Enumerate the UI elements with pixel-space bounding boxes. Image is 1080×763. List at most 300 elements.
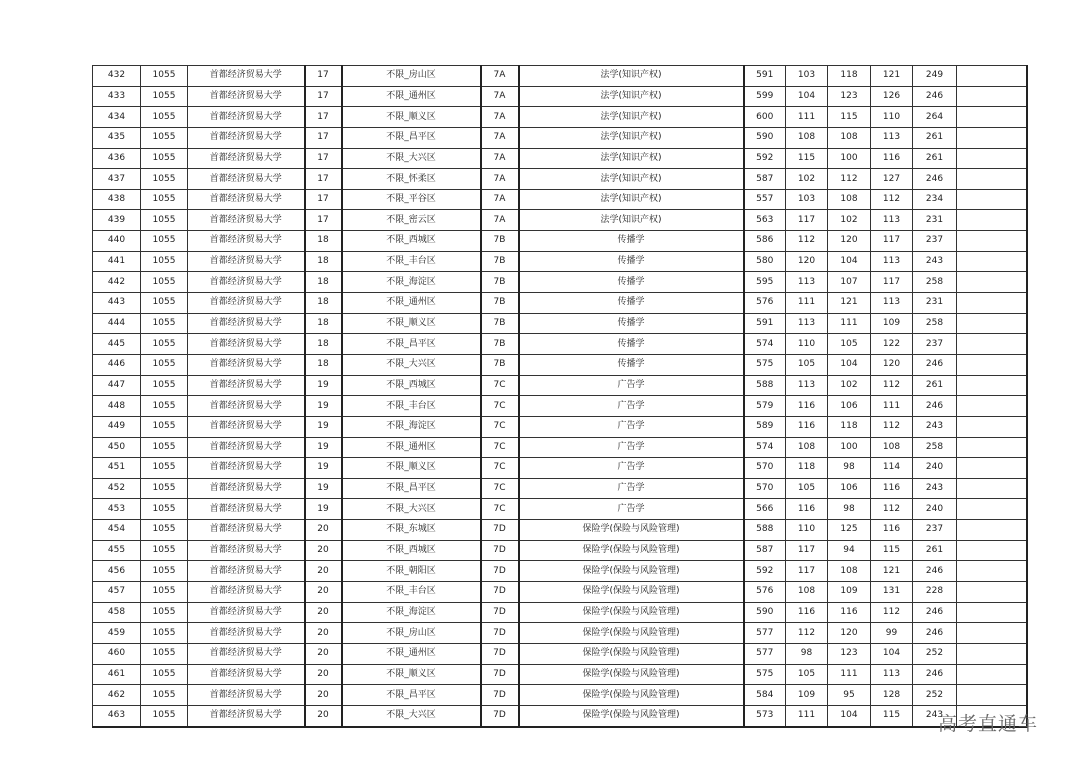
cell-score-b: 94 [828, 540, 871, 561]
cell-score-b: 108 [828, 127, 871, 148]
cell-school-name: 首都经济贸易大学 [188, 458, 305, 479]
cell-note [957, 313, 1027, 334]
cell-district: 不限_昌平区 [342, 478, 481, 499]
cell-major-name: 广告学 [519, 396, 744, 417]
cell-score-b: 104 [828, 251, 871, 272]
cell-score-b: 120 [828, 231, 871, 252]
table-body [93, 66, 1027, 727]
cell-major-name: 传播学 [519, 272, 744, 293]
cell-total-score: 576 [744, 293, 786, 314]
cell-score-d: 246 [913, 169, 957, 190]
cell-score-c: 115 [871, 540, 913, 561]
cell-row-index: 460 [93, 643, 141, 664]
table-row [93, 251, 1027, 272]
cell-score-c: 116 [871, 478, 913, 499]
cell-note [957, 210, 1027, 231]
cell-score-c: 113 [871, 251, 913, 272]
cell-score-d: 252 [913, 685, 957, 706]
cell-school-code: 1055 [141, 189, 188, 210]
cell-score-d: 246 [913, 396, 957, 417]
cell-group-number: 20 [305, 623, 342, 644]
cell-score-c: 120 [871, 354, 913, 375]
cell-school-name: 首都经济贸易大学 [188, 437, 305, 458]
cell-group-number: 19 [305, 416, 342, 437]
table-row [93, 416, 1027, 437]
cell-row-index: 440 [93, 231, 141, 252]
cell-score-c: 121 [871, 561, 913, 582]
cell-note [957, 334, 1027, 355]
cell-note [957, 520, 1027, 541]
cell-note [957, 169, 1027, 190]
cell-score-d: 231 [913, 293, 957, 314]
cell-major-name: 法学(知识产权) [519, 169, 744, 190]
cell-score-b: 104 [828, 705, 871, 726]
cell-school-name: 首都经济贸易大学 [188, 251, 305, 272]
cell-district: 不限_丰台区 [342, 396, 481, 417]
cell-group-number: 20 [305, 602, 342, 623]
cell-score-a: 116 [786, 602, 828, 623]
cell-score-c: 117 [871, 272, 913, 293]
cell-score-d: 240 [913, 499, 957, 520]
cell-score-c: 112 [871, 416, 913, 437]
cell-score-c: 131 [871, 582, 913, 603]
cell-total-score: 595 [744, 272, 786, 293]
cell-school-code: 1055 [141, 169, 188, 190]
cell-district: 不限_顺义区 [342, 107, 481, 128]
cell-group-number: 17 [305, 169, 342, 190]
cell-score-c: 112 [871, 602, 913, 623]
cell-school-name: 首都经济贸易大学 [188, 272, 305, 293]
cell-score-d: 258 [913, 437, 957, 458]
table-row [93, 478, 1027, 499]
cell-score-a: 118 [786, 458, 828, 479]
cell-note [957, 354, 1027, 375]
cell-school-name: 首都经济贸易大学 [188, 602, 305, 623]
cell-score-b: 125 [828, 520, 871, 541]
cell-score-a: 113 [786, 272, 828, 293]
table-row [93, 189, 1027, 210]
cell-school-name: 首都经济贸易大学 [188, 107, 305, 128]
cell-school-name: 首都经济贸易大学 [188, 148, 305, 169]
cell-row-index: 457 [93, 582, 141, 603]
cell-note [957, 107, 1027, 128]
cell-group-number: 20 [305, 664, 342, 685]
cell-group-number: 18 [305, 313, 342, 334]
cell-score-b: 95 [828, 685, 871, 706]
cell-district: 不限_怀柔区 [342, 169, 481, 190]
cell-major-code: 7C [481, 375, 519, 396]
cell-row-index: 448 [93, 396, 141, 417]
cell-score-c: 128 [871, 685, 913, 706]
cell-major-name: 传播学 [519, 354, 744, 375]
cell-school-code: 1055 [141, 293, 188, 314]
cell-school-name: 首都经济贸易大学 [188, 705, 305, 726]
cell-score-a: 98 [786, 643, 828, 664]
table-row [93, 437, 1027, 458]
table-row [93, 107, 1027, 128]
cell-total-score: 588 [744, 520, 786, 541]
cell-score-c: 109 [871, 313, 913, 334]
cell-note [957, 293, 1027, 314]
cell-row-index: 442 [93, 272, 141, 293]
cell-school-code: 1055 [141, 251, 188, 272]
cell-group-number: 18 [305, 251, 342, 272]
cell-score-b: 118 [828, 416, 871, 437]
cell-total-score: 563 [744, 210, 786, 231]
cell-group-number: 17 [305, 127, 342, 148]
table-row [93, 293, 1027, 314]
cell-score-d: 261 [913, 540, 957, 561]
cell-district: 不限_朝阳区 [342, 561, 481, 582]
cell-major-name: 传播学 [519, 334, 744, 355]
table-row [93, 499, 1027, 520]
cell-score-b: 100 [828, 148, 871, 169]
cell-major-name: 保险学(保险与风险管理) [519, 643, 744, 664]
cell-row-index: 445 [93, 334, 141, 355]
cell-score-a: 116 [786, 416, 828, 437]
cell-school-code: 1055 [141, 458, 188, 479]
cell-district: 不限_顺义区 [342, 313, 481, 334]
cell-major-code: 7D [481, 623, 519, 644]
cell-score-c: 112 [871, 375, 913, 396]
cell-row-index: 447 [93, 375, 141, 396]
cell-note [957, 66, 1027, 87]
cell-note [957, 623, 1027, 644]
cell-school-name: 首都经济贸易大学 [188, 561, 305, 582]
cell-school-name: 首都经济贸易大学 [188, 169, 305, 190]
cell-total-score: 590 [744, 127, 786, 148]
cell-major-name: 广告学 [519, 478, 744, 499]
cell-school-code: 1055 [141, 354, 188, 375]
cell-score-a: 104 [786, 86, 828, 107]
cell-row-index: 441 [93, 251, 141, 272]
cell-score-d: 261 [913, 148, 957, 169]
cell-major-name: 广告学 [519, 375, 744, 396]
cell-group-number: 20 [305, 705, 342, 726]
cell-row-index: 443 [93, 293, 141, 314]
cell-score-d: 243 [913, 416, 957, 437]
cell-group-number: 19 [305, 499, 342, 520]
cell-major-code: 7C [481, 416, 519, 437]
cell-row-index: 438 [93, 189, 141, 210]
cell-school-code: 1055 [141, 210, 188, 231]
cell-major-code: 7D [481, 540, 519, 561]
cell-score-a: 110 [786, 520, 828, 541]
cell-score-d: 246 [913, 664, 957, 685]
cell-school-name: 首都经济贸易大学 [188, 499, 305, 520]
cell-row-index: 463 [93, 705, 141, 726]
cell-group-number: 18 [305, 231, 342, 252]
cell-total-score: 599 [744, 86, 786, 107]
cell-score-b: 108 [828, 561, 871, 582]
cell-score-b: 102 [828, 375, 871, 396]
cell-major-code: 7B [481, 354, 519, 375]
cell-score-d: 252 [913, 643, 957, 664]
cell-major-name: 传播学 [519, 293, 744, 314]
cell-major-name: 保险学(保险与风险管理) [519, 664, 744, 685]
cell-score-d: 261 [913, 375, 957, 396]
cell-major-code: 7C [481, 437, 519, 458]
cell-note [957, 272, 1027, 293]
cell-score-c: 127 [871, 169, 913, 190]
cell-school-name: 首都经济贸易大学 [188, 685, 305, 706]
cell-major-name: 法学(知识产权) [519, 127, 744, 148]
cell-group-number: 18 [305, 272, 342, 293]
cell-group-number: 20 [305, 520, 342, 541]
cell-score-c: 104 [871, 643, 913, 664]
cell-score-a: 113 [786, 313, 828, 334]
cell-total-score: 580 [744, 251, 786, 272]
cell-major-name: 保险学(保险与风险管理) [519, 520, 744, 541]
cell-score-d: 258 [913, 272, 957, 293]
cell-row-index: 456 [93, 561, 141, 582]
cell-major-code: 7C [481, 396, 519, 417]
cell-score-b: 120 [828, 623, 871, 644]
cell-row-index: 452 [93, 478, 141, 499]
cell-school-name: 首都经济贸易大学 [188, 623, 305, 644]
cell-school-code: 1055 [141, 416, 188, 437]
cell-score-a: 110 [786, 334, 828, 355]
cell-row-index: 455 [93, 540, 141, 561]
cell-row-index: 444 [93, 313, 141, 334]
cell-row-index: 462 [93, 685, 141, 706]
cell-score-d: 261 [913, 127, 957, 148]
cell-major-name: 广告学 [519, 458, 744, 479]
cell-note [957, 561, 1027, 582]
cell-district: 不限_西城区 [342, 540, 481, 561]
cell-total-score: 592 [744, 561, 786, 582]
cell-score-c: 99 [871, 623, 913, 644]
cell-note [957, 416, 1027, 437]
cell-group-number: 18 [305, 334, 342, 355]
cell-major-code: 7D [481, 643, 519, 664]
cell-group-number: 19 [305, 396, 342, 417]
cell-score-c: 117 [871, 231, 913, 252]
cell-major-code: 7D [481, 705, 519, 726]
cell-major-code: 7B [481, 231, 519, 252]
cell-score-a: 115 [786, 148, 828, 169]
cell-row-index: 459 [93, 623, 141, 644]
cell-score-d: 249 [913, 66, 957, 87]
cell-score-a: 111 [786, 705, 828, 726]
cell-score-a: 111 [786, 293, 828, 314]
cell-major-name: 广告学 [519, 416, 744, 437]
cell-score-a: 116 [786, 499, 828, 520]
cell-note [957, 231, 1027, 252]
cell-score-d: 246 [913, 602, 957, 623]
cell-group-number: 17 [305, 107, 342, 128]
table-row [93, 623, 1027, 644]
cell-score-c: 122 [871, 334, 913, 355]
cell-score-c: 116 [871, 148, 913, 169]
cell-score-a: 117 [786, 540, 828, 561]
table-row [93, 354, 1027, 375]
cell-score-a: 112 [786, 231, 828, 252]
cell-note [957, 375, 1027, 396]
cell-school-code: 1055 [141, 499, 188, 520]
cell-group-number: 17 [305, 86, 342, 107]
cell-district: 不限_顺义区 [342, 664, 481, 685]
cell-total-score: 600 [744, 107, 786, 128]
cell-major-code: 7D [481, 561, 519, 582]
cell-school-name: 首都经济贸易大学 [188, 86, 305, 107]
cell-row-index: 432 [93, 66, 141, 87]
cell-school-code: 1055 [141, 582, 188, 603]
cell-score-d: 246 [913, 623, 957, 644]
cell-group-number: 19 [305, 458, 342, 479]
cell-score-c: 113 [871, 210, 913, 231]
cell-major-code: 7D [481, 685, 519, 706]
cell-district: 不限_海淀区 [342, 602, 481, 623]
cell-group-number: 20 [305, 643, 342, 664]
cell-score-a: 120 [786, 251, 828, 272]
cell-score-d: 237 [913, 231, 957, 252]
cell-score-a: 108 [786, 582, 828, 603]
cell-score-b: 104 [828, 354, 871, 375]
cell-district: 不限_通州区 [342, 437, 481, 458]
cell-note [957, 582, 1027, 603]
cell-total-score: 579 [744, 396, 786, 417]
cell-school-name: 首都经济贸易大学 [188, 375, 305, 396]
cell-score-c: 111 [871, 396, 913, 417]
cell-school-name: 首都经济贸易大学 [188, 478, 305, 499]
cell-note [957, 86, 1027, 107]
cell-row-index: 446 [93, 354, 141, 375]
cell-district: 不限_东城区 [342, 520, 481, 541]
cell-score-a: 116 [786, 396, 828, 417]
cell-total-score: 590 [744, 602, 786, 623]
cell-row-index: 451 [93, 458, 141, 479]
cell-district: 不限_西城区 [342, 231, 481, 252]
cell-major-name: 传播学 [519, 251, 744, 272]
cell-group-number: 19 [305, 478, 342, 499]
cell-total-score: 570 [744, 458, 786, 479]
cell-school-name: 首都经济贸易大学 [188, 396, 305, 417]
cell-score-c: 113 [871, 664, 913, 685]
cell-school-name: 首都经济贸易大学 [188, 189, 305, 210]
score-table [92, 65, 1028, 728]
table-row [93, 313, 1027, 334]
watermark: 高考直通车 [938, 713, 1039, 735]
cell-score-c: 116 [871, 520, 913, 541]
cell-total-score: 576 [744, 582, 786, 603]
cell-total-score: 570 [744, 478, 786, 499]
cell-major-code: 7A [481, 66, 519, 87]
cell-total-score: 591 [744, 313, 786, 334]
cell-note [957, 396, 1027, 417]
cell-group-number: 18 [305, 354, 342, 375]
cell-school-name: 首都经济贸易大学 [188, 334, 305, 355]
cell-row-index: 434 [93, 107, 141, 128]
cell-score-b: 123 [828, 86, 871, 107]
cell-school-code: 1055 [141, 231, 188, 252]
cell-district: 不限_大兴区 [342, 705, 481, 726]
cell-group-number: 17 [305, 189, 342, 210]
cell-group-number: 19 [305, 375, 342, 396]
cell-note [957, 643, 1027, 664]
cell-major-name: 保险学(保险与风险管理) [519, 582, 744, 603]
cell-major-name: 广告学 [519, 499, 744, 520]
cell-note [957, 189, 1027, 210]
cell-score-d: 264 [913, 107, 957, 128]
cell-total-score: 588 [744, 375, 786, 396]
cell-row-index: 458 [93, 602, 141, 623]
cell-district: 不限_大兴区 [342, 354, 481, 375]
cell-note [957, 664, 1027, 685]
cell-major-code: 7A [481, 189, 519, 210]
cell-score-b: 111 [828, 664, 871, 685]
cell-score-d: 246 [913, 86, 957, 107]
cell-major-name: 保险学(保险与风险管理) [519, 540, 744, 561]
cell-district: 不限_顺义区 [342, 458, 481, 479]
cell-major-code: 7B [481, 313, 519, 334]
cell-total-score: 573 [744, 705, 786, 726]
table-row [93, 602, 1027, 623]
cell-school-code: 1055 [141, 478, 188, 499]
cell-score-c: 114 [871, 458, 913, 479]
cell-district: 不限_海淀区 [342, 272, 481, 293]
cell-school-code: 1055 [141, 437, 188, 458]
cell-note [957, 458, 1027, 479]
cell-note [957, 478, 1027, 499]
cell-school-name: 首都经济贸易大学 [188, 416, 305, 437]
cell-note [957, 499, 1027, 520]
cell-district: 不限_丰台区 [342, 251, 481, 272]
cell-score-d: 243 [913, 251, 957, 272]
table-row [93, 582, 1027, 603]
cell-score-b: 100 [828, 437, 871, 458]
cell-note [957, 685, 1027, 706]
cell-row-index: 454 [93, 520, 141, 541]
cell-school-code: 1055 [141, 375, 188, 396]
cell-score-d: 231 [913, 210, 957, 231]
cell-major-name: 保险学(保险与风险管理) [519, 561, 744, 582]
cell-major-code: 7A [481, 86, 519, 107]
cell-major-code: 7B [481, 251, 519, 272]
cell-group-number: 17 [305, 66, 342, 87]
cell-major-code: 7D [481, 602, 519, 623]
cell-score-a: 112 [786, 623, 828, 644]
cell-score-a: 105 [786, 354, 828, 375]
cell-school-code: 1055 [141, 520, 188, 541]
cell-major-name: 法学(知识产权) [519, 86, 744, 107]
cell-row-index: 433 [93, 86, 141, 107]
cell-score-c: 110 [871, 107, 913, 128]
cell-district: 不限_丰台区 [342, 582, 481, 603]
cell-total-score: 575 [744, 354, 786, 375]
cell-school-name: 首都经济贸易大学 [188, 520, 305, 541]
cell-major-code: 7C [481, 478, 519, 499]
table-row [93, 540, 1027, 561]
cell-row-index: 453 [93, 499, 141, 520]
cell-score-a: 105 [786, 478, 828, 499]
cell-score-a: 105 [786, 664, 828, 685]
cell-total-score: 577 [744, 623, 786, 644]
cell-score-b: 107 [828, 272, 871, 293]
cell-score-b: 98 [828, 499, 871, 520]
cell-note [957, 148, 1027, 169]
cell-major-code: 7C [481, 458, 519, 479]
cell-major-name: 传播学 [519, 231, 744, 252]
cell-score-b: 112 [828, 169, 871, 190]
cell-total-score: 592 [744, 148, 786, 169]
cell-group-number: 17 [305, 210, 342, 231]
cell-school-code: 1055 [141, 66, 188, 87]
cell-district: 不限_通州区 [342, 643, 481, 664]
cell-score-c: 115 [871, 705, 913, 726]
cell-major-code: 7B [481, 272, 519, 293]
cell-score-d: 246 [913, 561, 957, 582]
